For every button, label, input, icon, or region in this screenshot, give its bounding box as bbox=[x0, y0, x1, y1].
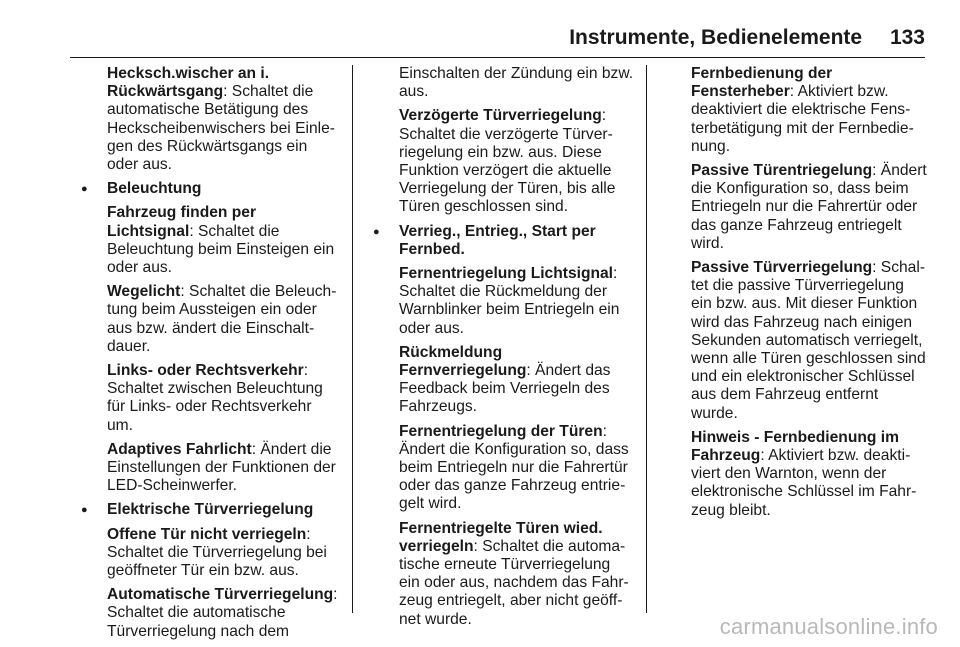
entry-delayed-lock bbox=[373, 107, 635, 216]
entry-text: : Schaltet die Beleuchtung beim Aussteigen ein oder aus bzw. ändert die Einschaltdauer. bbox=[107, 283, 337, 355]
entry-passive-lock bbox=[664, 259, 929, 423]
entry-remote-unlock-light bbox=[373, 265, 635, 338]
page-header bbox=[569, 26, 925, 50]
column-2 bbox=[373, 65, 635, 635]
entry-auto-door-lock bbox=[81, 586, 341, 641]
entry-text: : Schaltet zwischen Beleuchtung für Links- oder Rechtsverkehr um. bbox=[107, 362, 323, 434]
entry-exit-lighting bbox=[81, 283, 341, 356]
entry-text: : Aktiviert bzw. deaktiviert die elektrische Fensterbetätigung mit der Fernbedienung. bbox=[691, 83, 914, 155]
entry-adaptive-light bbox=[81, 441, 341, 496]
entry-term: Fernentriegelung Lichtsignal bbox=[399, 265, 614, 283]
column-divider-2 bbox=[646, 65, 647, 613]
watermark: carmanualsonline.info bbox=[719, 614, 938, 639]
entry-term: Passive Türentriegelung bbox=[691, 162, 873, 180]
entry-passive-unlock bbox=[664, 162, 929, 253]
bullet-remote: ● Verrieg., Entrieg., Start per Fernbed. bbox=[373, 223, 635, 259]
entry-traffic-side bbox=[81, 362, 341, 435]
entry-term: Fernentriegelte Türen wied. verriegeln bbox=[399, 519, 603, 555]
entry-text: : Ändert die Konfiguration so, dass beim Entriegeln nur die Fahrertür oder das ganze Fahrzeug entriegelt wird. bbox=[399, 422, 629, 513]
entry-text: : Schaltet die automatische Betätigung des Heckscheibenwischers bei Einlegen des Rückwärtsgangs ein oder aus. bbox=[107, 83, 335, 174]
entry-term: Links- oder Rechtsverkehr bbox=[107, 362, 304, 380]
entry-term: Hecksch.wischer an i. Rückwärtsgang bbox=[107, 65, 270, 101]
entry-text: : Ändert das Feedback beim Verriegeln des Fahrzeugs. bbox=[399, 362, 611, 416]
entry-term: Passive Türverriegelung bbox=[691, 259, 873, 277]
column-3 bbox=[664, 65, 929, 526]
entry-find-vehicle-light bbox=[81, 204, 341, 277]
column-1 bbox=[81, 65, 341, 647]
entry-open-door-lock bbox=[81, 526, 341, 581]
entry-term: Offene Tür nicht verriegeln bbox=[107, 525, 307, 543]
bullet-door-locking: ● Elektrische Türverriegelung bbox=[81, 501, 341, 519]
entry-term: Fernbedienung der Fensterheber bbox=[691, 65, 833, 101]
entry-text: : Schaltet die passive Türverriegelung ein bzw. aus. Mit dieser Funktion wird das Fahrzeug nach einigen Sekunden automatisch verriegelt, wenn alle Türen geschlossen sind und ein elektronischer Schlüssel aus dem Fahrzeug entfernt wurde. bbox=[691, 259, 926, 422]
entry-text: : Schaltet die Rückmeldung der Warnblinker beim Entriegeln ein oder aus. bbox=[399, 265, 620, 337]
header-rule bbox=[70, 57, 925, 58]
entry-term: Rückmeldung Fernverriegelung bbox=[399, 343, 527, 380]
entry-text: : Aktiviert bzw. deaktiviert den Warnton, wenn der elektronische Schlüssel im Fahrzeug bleibt. bbox=[691, 447, 917, 519]
page-title: Instrumente, Bedienelemente bbox=[569, 26, 863, 49]
entry-text: : Schaltet die automatische erneute Türverriegelung ein oder aus, nachdem das Fahrzeug entriegelt, aber nicht geöffnet wurde. bbox=[399, 537, 629, 628]
entry-remote-lock-feedback bbox=[373, 344, 635, 417]
entry-continuation: Einschalten der Zündung ein bzw. aus. bbox=[399, 65, 634, 101]
entry-text: : Schaltet die automatische Türverriegelung nach dem bbox=[107, 586, 338, 640]
entry-term: Fernentriegelung der Türen bbox=[399, 422, 603, 440]
entry-text: : Schaltet die verzögerte Türverriegelung ein bzw. aus. Diese Funktion verzögert die aktuelle Verriegelung der Türen, bis alle Türen geschlossen sind. bbox=[399, 107, 616, 216]
entry-remote-windows bbox=[664, 65, 929, 156]
entry-term: Wegelicht bbox=[107, 283, 181, 301]
entry-text: : Ändert die Einstellungen der Funktionen der LED-Scheinwerfer. bbox=[107, 440, 336, 495]
entry-text: : Schaltet die Beleuchtung beim Einsteigen ein oder aus. bbox=[107, 222, 335, 277]
entry-key-in-vehicle bbox=[664, 429, 929, 520]
page-number: 133 bbox=[889, 26, 925, 49]
entry-rear-wiper-reverse bbox=[81, 65, 341, 174]
entry-relock-doors bbox=[373, 520, 635, 629]
entry-remote-door-unlock bbox=[373, 423, 635, 514]
column-divider-1 bbox=[352, 65, 353, 613]
entry-term: Hinweis - Fernbedienung im Fahrzeug bbox=[691, 428, 899, 465]
entry-text: : Schaltet die Türverriegelung bei geöffneter Tür ein bzw. aus. bbox=[107, 525, 327, 580]
entry-term: Verzögerte Türverriegelung bbox=[399, 107, 602, 125]
entry-text: : Ändert die Konfiguration so, dass beim Entriegeln nur die Fahrertür oder das ganze Fahrzeug entriegelt wird. bbox=[691, 162, 927, 252]
bullet-lighting: ● Beleuchtung bbox=[81, 180, 341, 198]
entry-term: Adaptives Fahrlicht bbox=[107, 440, 252, 458]
entry-term: Fahrzeug finden per Lichtsignal bbox=[107, 204, 257, 240]
entry-term: Automatische Türverriegelung bbox=[107, 586, 334, 604]
